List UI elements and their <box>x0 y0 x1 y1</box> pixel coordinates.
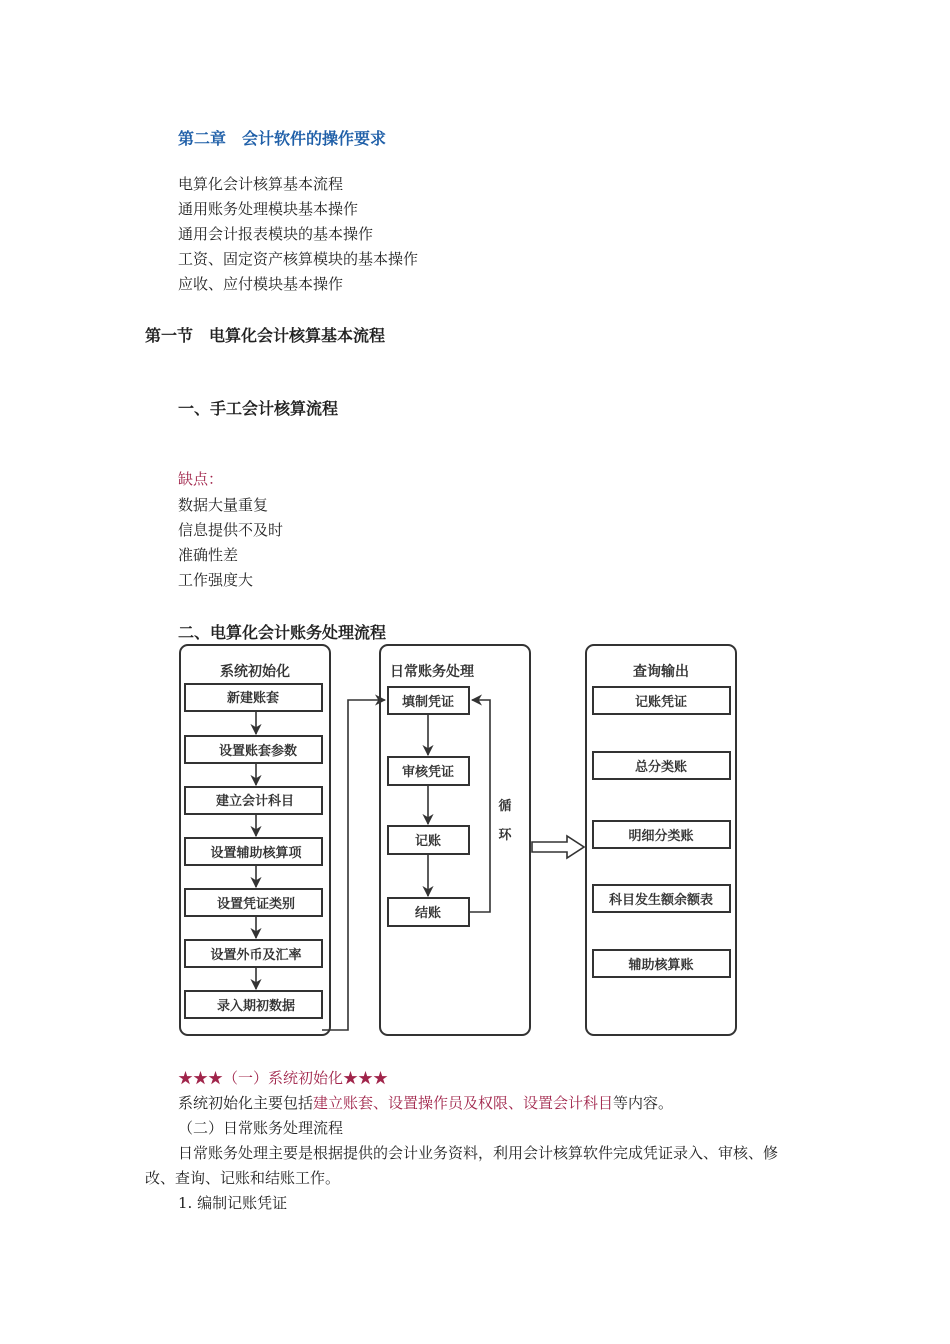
toc-item: 通用账务处理模块基本操作 <box>178 200 359 218</box>
svg-text:设置账套参数: 设置账套参数 <box>218 744 298 759</box>
defect-item: 数据大量重复 <box>178 496 269 514</box>
toc-item: 电算化会计核算基本流程 <box>178 175 344 193</box>
init-step <box>185 736 322 763</box>
init-paragraph <box>178 1091 673 1116</box>
svg-text:设置辅助核算项: 设置辅助核算项 <box>210 846 302 861</box>
output-step <box>593 885 730 912</box>
daily-column-title: 日常账务处理 <box>390 664 474 680</box>
init-step <box>185 991 322 1018</box>
init-suffix: 等内容。 <box>613 1094 674 1112</box>
init-step <box>185 838 322 865</box>
toc-item: 通用会计报表模块的基本操作 <box>178 225 374 243</box>
svg-text:录入期初数据: 录入期初数据 <box>216 999 296 1014</box>
svg-text:总分类账: 总分类账 <box>634 760 688 775</box>
daily-to-output-arrow <box>532 836 584 858</box>
output-step <box>593 752 730 779</box>
toc-item: 工资、固定资产核算模块的基本操作 <box>178 250 419 268</box>
svg-text:记账: 记账 <box>414 834 442 849</box>
loop-arrow <box>469 700 490 912</box>
svg-text:设置外币及汇率: 设置外币及汇率 <box>210 948 302 963</box>
daily-step <box>388 826 469 854</box>
process-flowchart <box>172 640 752 1040</box>
output-step <box>593 821 730 848</box>
daily-step <box>388 757 469 785</box>
svg-text:记账凭证: 记账凭证 <box>634 695 688 710</box>
daily-heading: （二）日常账务处理流程 <box>178 1119 344 1137</box>
svg-text:填制凭证: 填制凭证 <box>401 695 455 710</box>
stars-heading: ★★★（一）系统初始化★★★ <box>178 1069 389 1087</box>
svg-text:审核凭证: 审核凭证 <box>401 765 455 780</box>
defect-item: 准确性差 <box>178 546 239 564</box>
svg-text:结账: 结账 <box>414 906 442 921</box>
svg-text:新建账套: 新建账套 <box>226 691 280 706</box>
chapter-title: 第二章 会计软件的操作要求 <box>178 129 387 148</box>
svg-text:设置凭证类别: 设置凭证类别 <box>216 897 296 912</box>
chapter-toc <box>178 172 418 297</box>
defects-label: 缺点： <box>178 470 224 488</box>
numbered-item: 1. 编制记账凭证 <box>178 1194 288 1212</box>
init-step <box>185 889 322 916</box>
svg-text:明细分类账: 明细分类账 <box>628 829 694 844</box>
output-column-title: 查询输出 <box>633 664 689 680</box>
init-to-daily-arrow <box>322 700 385 1030</box>
subsection-computerized-title: 二、电算化会计账务处理流程 <box>178 623 387 642</box>
output-step <box>593 950 730 977</box>
output-step <box>593 687 730 714</box>
init-step <box>185 787 322 814</box>
init-highlight: 建立账套、设置操作员及权限、设置会计科目 <box>313 1094 614 1112</box>
loop-label: 环 <box>498 828 512 843</box>
daily-step <box>388 898 469 926</box>
section-title: 第一节 电算化会计核算基本流程 <box>145 326 386 345</box>
init-step <box>185 940 322 967</box>
svg-text:科目发生额余额表: 科目发生额余额表 <box>608 893 714 908</box>
init-step <box>185 684 322 711</box>
svg-text:辅助核算账: 辅助核算账 <box>628 958 694 973</box>
subsection-manual-title: 一、手工会计核算流程 <box>178 399 339 418</box>
loop-label: 循 <box>498 799 512 814</box>
daily-paragraph: 日常账务处理主要是根据提供的会计业务资料，利用会计核算软件完成凭证录入、审核、修改、查询、记账和结账工作。 <box>145 1144 779 1187</box>
defects-list <box>178 493 283 593</box>
defect-item: 信息提供不及时 <box>178 521 284 539</box>
daily-step <box>388 687 469 714</box>
init-column-title: 系统初始化 <box>220 664 290 680</box>
defect-item: 工作强度大 <box>178 571 254 589</box>
svg-text:建立会计科目: 建立会计科目 <box>215 794 295 809</box>
toc-item: 应收、应付模块基本操作 <box>178 275 344 293</box>
init-prefix: 系统初始化主要包括 <box>178 1094 314 1112</box>
